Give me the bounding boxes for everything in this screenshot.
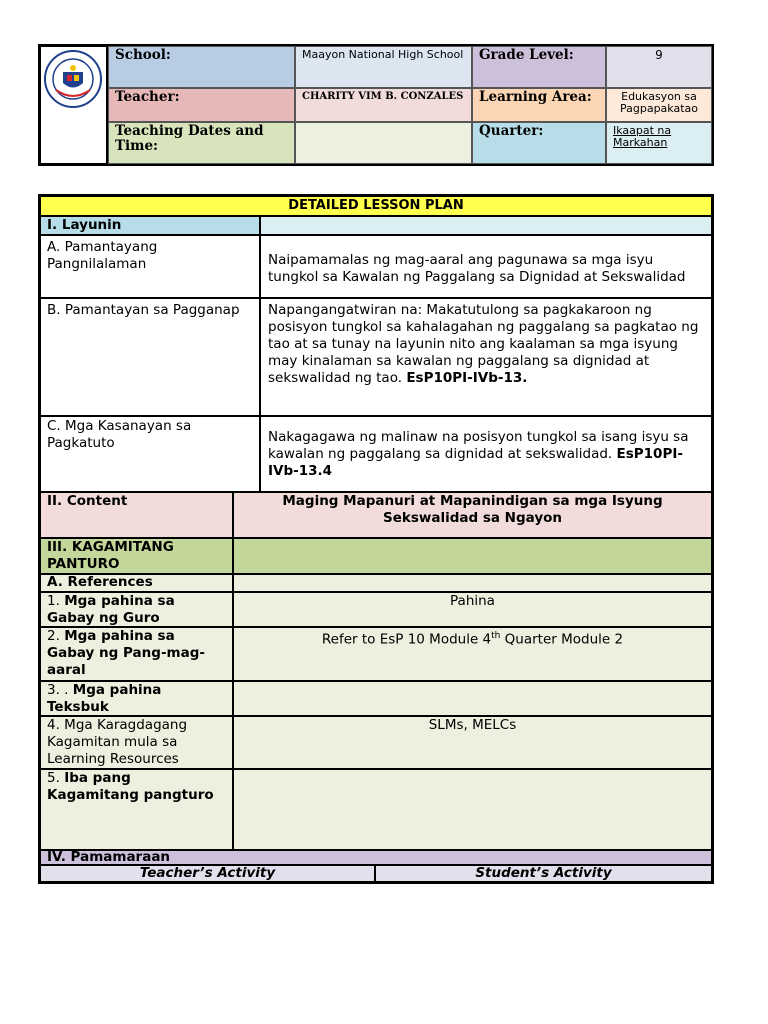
ref-1-number: 1. [47, 593, 60, 609]
teacher-value: CHARITY VIM B. CONZALES [295, 88, 472, 122]
learning-competencies-cell [260, 416, 712, 492]
teacher-label: Teacher: [108, 88, 295, 122]
ref-5-value-cell [233, 769, 712, 850]
ref-2-number: 2. [47, 628, 60, 644]
learning-competencies-value: Nakagagawa ng malinaw na posisyon tungkol sa isang isyu sa kawalan ng paggalang sa dignidad at sekswalidad. [268, 429, 689, 462]
ref-2-value-pre: Refer to EsP 10 Module 4 [321, 631, 492, 648]
objectives-value-cell [260, 216, 712, 235]
school-label: School: [108, 46, 295, 88]
ref-4-value: SLMs, MELCs [233, 716, 712, 769]
materials-value-cell [233, 538, 712, 574]
teaching-dates-label: Teaching Dates and Time: [108, 122, 295, 164]
ref-3-value-cell [233, 681, 712, 716]
ref-5-label-cell [40, 769, 233, 850]
performance-standard-label: B. Pamantayan sa Pagganap [40, 298, 260, 416]
learning-area-value: Edukasyon sa Pagpapakatao [606, 88, 712, 122]
content-standard-value: Naipamamalas ng mag-aaral ang pagunawa sa mga isyu tungkol sa Kawalan ng Paggalang sa Dignidad at Sekswalidad [260, 235, 712, 298]
quarter-label: Quarter: [472, 122, 606, 164]
plan-title: DETAILED LESSON PLAN [40, 196, 712, 216]
references-label: A. References [40, 574, 233, 592]
content-standard-label: A. Pamantayang Pangnilalaman [40, 235, 260, 298]
school-value: Maayon National High School [295, 46, 472, 88]
grade-level-label: Grade Level: [472, 46, 606, 88]
performance-standard-cell [260, 298, 712, 416]
ref-2-value-post: Quarter Module 2 [500, 631, 624, 648]
ref-5-label: Iba pang Kagamitang pangturo [47, 770, 214, 803]
procedure-label: IV. Pamamaraan [40, 850, 712, 865]
ref-4-label: 4. Mga Karagdagang Kagamitan mula sa Learning Resources [40, 716, 233, 769]
ref-3-label-cell [40, 681, 233, 716]
ref-2-value-sup: th [491, 631, 501, 641]
teacher-activity-header: Teacher’s Activity [40, 865, 375, 882]
ref-1-label-cell [40, 592, 233, 627]
performance-standard-code: EsP10PI-IVb-13. [406, 370, 528, 386]
objectives-label: I. Layunin [40, 216, 260, 235]
teaching-dates-value [295, 122, 472, 164]
ref-5-number: 5. [47, 770, 60, 786]
content-value: Maging Mapanuri at Mapanindigan sa mga Isyung Sekswalidad sa Ngayon [233, 492, 712, 538]
learning-competencies-code: EsP10PI-IVb-13.4 [268, 446, 683, 479]
ref-2-label-cell [40, 627, 233, 681]
learning-area-label: Learning Area: [472, 88, 606, 122]
ref-2-label: Mga pahina sa Gabay ng Pang-mag-aaral [47, 628, 205, 678]
student-activity-header: Student’s Activity [375, 865, 712, 882]
ref-3-number: 3. . [47, 682, 69, 698]
ref-3-label: Mga pahina Teksbuk [47, 682, 162, 715]
references-value-cell [233, 574, 712, 592]
learning-competencies-label: C. Mga Kasanayan sa Pagkatuto [40, 416, 260, 492]
ref-2-value-cell [233, 627, 712, 681]
materials-label: III. KAGAMITANG PANTURO [40, 538, 233, 574]
content-label: II. Content [40, 492, 233, 538]
deped-seal-logo [44, 50, 102, 108]
performance-standard-value: Napangangatwiran na: Makatutulong sa pagkakaroon ng posisyon tungkol sa kahalagahan ng paggalang sa pagkatao ng tao at sa tunay na layunin nito ang kaalaman sa mga isyung may kinalaman sa kawalan ng paggalang sa dignidad at sekswalidad ng tao. [268, 302, 699, 386]
quarter-value: Ikaapat na Markahan [606, 122, 712, 164]
grade-level-value: 9 [606, 46, 712, 88]
ref-1-label: Mga pahina sa Gabay ng Guro [47, 593, 175, 626]
ref-1-value: Pahina [233, 592, 712, 627]
